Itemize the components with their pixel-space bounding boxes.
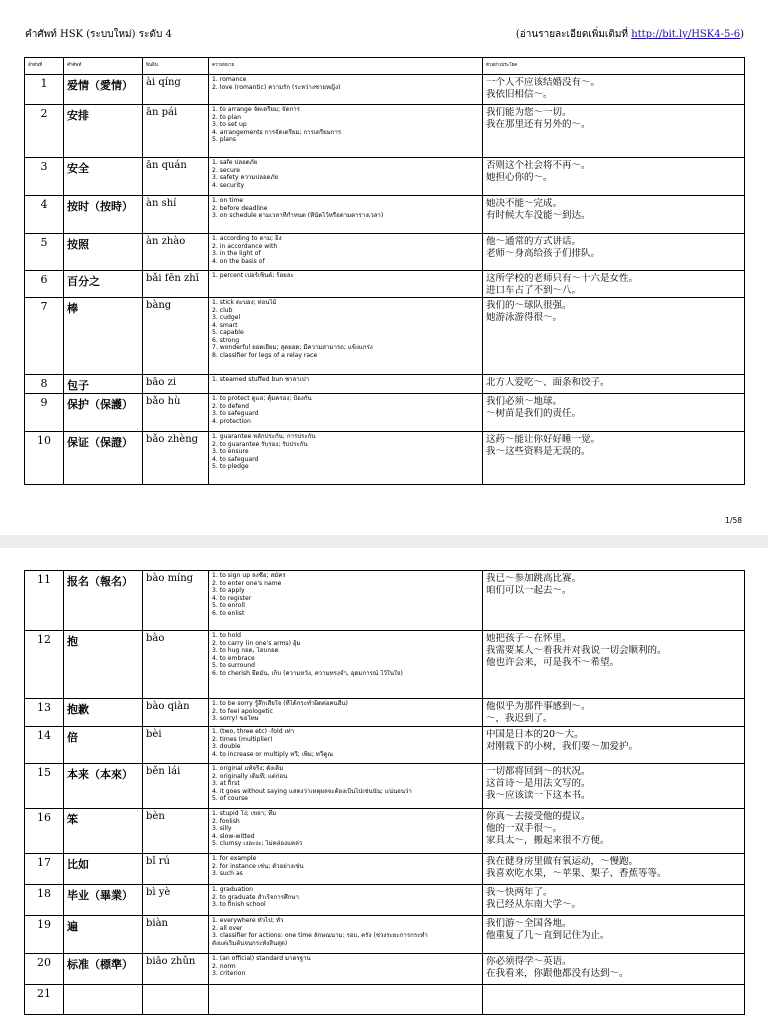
- entry-examples: [483, 854, 745, 885]
- entry-pinyin: bǎi fēn zhī: [143, 271, 209, 298]
- more-info-close: ): [740, 29, 744, 40]
- meaning-line: 6. to enlist: [212, 609, 245, 617]
- meaning-line: 1. for example: [212, 855, 257, 862]
- meaning-line: 3. such as: [212, 870, 243, 877]
- more-info-note: [516, 27, 744, 42]
- entry-meanings: [209, 158, 483, 196]
- meaning-line: 5. to surround: [212, 662, 255, 669]
- meaning-line: 2. originally เดิมที; แต่ก่อน: [212, 772, 288, 780]
- entry-number: 20: [25, 954, 64, 985]
- entry-word: 报名（報名）: [64, 571, 143, 631]
- entry-meanings: [209, 394, 483, 432]
- example-sentence: 他似乎为那件事感到～。: [486, 701, 591, 712]
- meaning-line: 2. to feel apologetic: [212, 707, 273, 715]
- meaning-line: 1. stupid โง่; เขลา; ทึ่ม: [212, 810, 277, 817]
- entry-pinyin: bào: [143, 631, 209, 699]
- entry-pinyin: běn lái: [143, 764, 209, 809]
- meaning-line: 5. to pledge: [212, 463, 249, 470]
- entry-examples: [483, 271, 745, 298]
- entry-number: 9: [25, 394, 64, 432]
- example-sentence: 我需要某人～着我并对我说一切会顺利的。: [486, 645, 667, 656]
- entry-meanings: [209, 432, 483, 485]
- entry-examples: [483, 75, 745, 105]
- entry-examples: [483, 432, 745, 485]
- vocab-row: [25, 375, 745, 394]
- entry-meanings: [209, 196, 483, 234]
- page-separator: [0, 535, 768, 548]
- page-number: 1/58: [725, 516, 742, 525]
- entry-pinyin: bèi: [143, 727, 209, 764]
- entry-word: 遍: [64, 916, 143, 954]
- vocab-row: [25, 985, 745, 1015]
- meaning-line: 1. safe ปลอดภัย: [212, 159, 258, 166]
- example-sentence: 我喜欢吃水果，～苹果、梨子、香蕉等等。: [486, 868, 667, 879]
- col-header-pinyin: พินอิน: [143, 58, 209, 75]
- vocab-row: [25, 158, 745, 196]
- entry-examples: [483, 196, 745, 234]
- meaning-line: 3. classifier for actions: one time ลักษณนาม: รอบ, ครั้ง (ช่วงระยะการกระทำ: [212, 932, 428, 939]
- meaning-line: 2. to guarantee รับรอง; รับประกัน: [212, 440, 308, 448]
- entry-meanings: [209, 271, 483, 298]
- entry-examples: [483, 809, 745, 854]
- example-sentence: 一个人不应该结婚没有～。: [486, 77, 601, 88]
- meaning-line: 4. it goes without saying แสดงว่าเหตุผลจะต้องเป็นไปเช่นนั้น; แน่นอนว่า: [212, 787, 412, 795]
- example-sentence: 中国是日本的20～大。: [486, 729, 584, 740]
- entry-examples: [483, 954, 745, 985]
- meaning-line: 1. (two, three etc) -fold เท่า: [212, 728, 295, 735]
- entry-word: 笨: [64, 809, 143, 854]
- vocab-row: [25, 916, 745, 954]
- meaning-line: 1. to sign up ลงชื่อ; สมัคร: [212, 572, 286, 579]
- meaning-line: 1. everywhere ทั่วไป; ทั่ว: [212, 917, 284, 924]
- entry-word: 抱歉: [64, 699, 143, 727]
- meaning-line: 2. in accordance with: [212, 242, 278, 250]
- more-info-link[interactable]: http://bit.ly/HSK4-5-6: [631, 29, 741, 40]
- entry-word: 保护（保護）: [64, 394, 143, 432]
- col-header-no: ลำดับที่: [25, 58, 64, 75]
- entry-pinyin: bì yè: [143, 885, 209, 916]
- example-sentence: 你必须得学～英语。: [486, 956, 572, 967]
- entry-number: 2: [25, 105, 64, 158]
- entry-meanings: [209, 954, 483, 985]
- meaning-line: ตั้งแต่เริ่มต้นจนกระทั่งสิ้นสุด): [212, 939, 288, 947]
- example-sentence: 我依旧相信～。: [486, 89, 553, 100]
- example-sentence: 我～快两年了。: [486, 887, 553, 898]
- example-sentence: 我～这些资料是无误的。: [486, 446, 591, 457]
- example-sentence: 否则这个社会将不再～。: [486, 160, 591, 171]
- example-sentence: ～树苗是我们的责任。: [486, 408, 582, 419]
- example-sentence: 你真～去接受他的提议。: [486, 811, 591, 822]
- pdf-page-2: [0, 548, 768, 1024]
- entry-pinyin: bāo zi: [143, 375, 209, 394]
- meaning-line: 6. strong: [212, 336, 240, 344]
- meaning-line: 1. guarantee หลักประกัน; การประกัน: [212, 433, 316, 440]
- entry-pinyin: bàng: [143, 298, 209, 375]
- meaning-line: 3. to ensure: [212, 448, 249, 455]
- vocab-row: [25, 764, 745, 809]
- vocab-row: [25, 727, 745, 764]
- entry-word: 棒: [64, 298, 143, 375]
- entry-word: 按照: [64, 234, 143, 271]
- entry-meanings: [209, 298, 483, 375]
- example-sentence: 他重复了几～直到记住为止。: [486, 930, 610, 941]
- vocab-row: [25, 75, 745, 105]
- col-header-word: คำศัพท์: [64, 58, 143, 75]
- meaning-line: 2. to plan: [212, 113, 241, 121]
- meaning-line: 2. times (multiplier): [212, 735, 273, 743]
- meaning-line: 2. foolish: [212, 817, 240, 825]
- meaning-line: 3. cudgel: [212, 314, 241, 321]
- entry-pinyin: bǎo hù: [143, 394, 209, 432]
- example-sentence: 我们必须～地球。: [486, 396, 563, 407]
- meaning-line: 1. original แท้จริง; ดั้งเดิม: [212, 765, 284, 772]
- example-sentence: 家具太～，搬起来很不方便。: [486, 835, 610, 846]
- meaning-line: 3. to set up: [212, 121, 247, 128]
- example-sentence: 我们的～球队很强。: [486, 300, 572, 311]
- more-info-text: (อ่านรายละเอียดเพิ่มเติมที่: [515, 29, 632, 40]
- example-sentence: 他的一双手很～。: [486, 823, 563, 834]
- example-sentence: ～，我迟到了。: [486, 713, 553, 724]
- entry-number: 5: [25, 234, 64, 271]
- entry-word: 安排: [64, 105, 143, 158]
- meaning-line: 2. norm: [212, 962, 236, 970]
- meaning-line: 3. to apply: [212, 587, 245, 594]
- vocab-row: [25, 699, 745, 727]
- entry-pinyin: ài qíng: [143, 75, 209, 105]
- meaning-line: 4. arrangements การจัดเตรียม; การเตรียมการ: [212, 128, 342, 136]
- meaning-line: 4. to safeguard: [212, 455, 259, 463]
- meaning-line: 1. to protect ดูแล; คุ้มครอง; ป้องกัน: [212, 395, 312, 402]
- entry-meanings: [209, 916, 483, 954]
- example-sentence: 一切都将回到～的状况。: [486, 766, 591, 777]
- entry-examples: [483, 631, 745, 699]
- meaning-line: 1. on time: [212, 197, 244, 204]
- entry-meanings: [209, 885, 483, 916]
- example-sentence: 这药～能让你好好睡一觉。: [486, 434, 601, 445]
- entry-word: 抱: [64, 631, 143, 699]
- example-sentence: 我在那里还有另外的～。: [486, 119, 591, 130]
- entry-number: 10: [25, 432, 64, 485]
- example-sentence: 他也许会来，可是我不～希望。: [486, 657, 620, 668]
- entry-word: 倍: [64, 727, 143, 764]
- entry-number: 13: [25, 699, 64, 727]
- entry-examples: [483, 375, 745, 394]
- entry-pinyin: àn zhào: [143, 234, 209, 271]
- entry-examples: [483, 571, 745, 631]
- entry-number: 15: [25, 764, 64, 809]
- entry-meanings: [209, 854, 483, 885]
- entry-word: 按时（按時）: [64, 196, 143, 234]
- column-header-row: [25, 58, 745, 75]
- example-sentence: 我们能为您～一切。: [486, 107, 572, 118]
- meaning-line: 1. to arrange จัดเตรียม; จัดการ: [212, 106, 300, 113]
- entry-examples: [483, 234, 745, 271]
- vocab-row: [25, 854, 745, 885]
- example-sentence: 他～通常的方式讲话。: [486, 236, 582, 247]
- meaning-line: 3. to hug กอด, โอบกอด: [212, 647, 279, 654]
- entry-word: 百分之: [64, 271, 143, 298]
- vocab-row: [25, 298, 745, 375]
- entry-number: 19: [25, 916, 64, 954]
- example-sentence: 有时候大车没能～到达。: [486, 210, 591, 221]
- entry-meanings: [209, 75, 483, 105]
- meaning-line: 4. to increase or multiply ทวี; เพิ่ม; ทวีคูณ: [212, 750, 333, 758]
- meaning-line: 6. to cherish ยึดมั่น, เก็บ (ความหวัง, ความทรงจำ, อุดมการณ์ ไว้ในใจ): [212, 669, 403, 677]
- meaning-line: 2. to defend: [212, 402, 250, 410]
- entry-word: 毕业（畢業）: [64, 885, 143, 916]
- meaning-line: 4. to register: [212, 594, 252, 602]
- meaning-line: 4. smart: [212, 321, 238, 329]
- meaning-line: 3. in the light of: [212, 250, 261, 257]
- entry-number: 14: [25, 727, 64, 764]
- meaning-line: 4. security: [212, 181, 245, 189]
- meaning-line: 7. wonderful ยอดเยี่ยม; สุดยอด; มีความสามารถ; แข็งแกร่ง: [212, 344, 373, 351]
- entry-pinyin: biàn: [143, 916, 209, 954]
- example-sentence: 北方人爱吃～、面条和饺子。: [486, 377, 610, 388]
- entry-word: 爱情（愛情）: [64, 75, 143, 105]
- entry-number: 11: [25, 571, 64, 631]
- entry-examples: [483, 916, 745, 954]
- entry-pinyin: bào qiàn: [143, 699, 209, 727]
- vocab-row: [25, 954, 745, 985]
- entry-examples: [483, 394, 745, 432]
- vocab-row: [25, 234, 745, 271]
- example-sentence: 她决不能～完成。: [486, 198, 563, 209]
- meaning-line: 2. before deadline: [212, 204, 268, 212]
- entry-word: 包子: [64, 375, 143, 394]
- vocab-row: [25, 394, 745, 432]
- entry-number: 21: [25, 985, 64, 1015]
- meaning-line: 3. sorry! ขอโทษ: [212, 715, 259, 722]
- example-sentence: 老师～身高给孩子们排队。: [486, 248, 601, 259]
- meaning-line: 4. slow-witted: [212, 832, 255, 840]
- vocab-row: [25, 809, 745, 854]
- meaning-line: 3. at first: [212, 780, 240, 787]
- entry-word: 本来（本來）: [64, 764, 143, 809]
- vocab-row: [25, 631, 745, 699]
- example-sentence: 这首诗～是用法文写的。: [486, 778, 591, 789]
- entry-number: 16: [25, 809, 64, 854]
- vocab-row: [25, 271, 745, 298]
- entry-meanings: [209, 105, 483, 158]
- meaning-line: 5. clumsy เงอะงะ; ไม่คล่องแคล่ว: [212, 840, 303, 847]
- entry-pinyin: biāo zhǔn: [143, 954, 209, 985]
- meaning-line: 2. secure: [212, 166, 241, 174]
- entry-number: 4: [25, 196, 64, 234]
- meaning-line: 3. to finish school: [212, 901, 266, 908]
- entry-meanings: [209, 727, 483, 764]
- vocab-row: [25, 571, 745, 631]
- entry-number: 3: [25, 158, 64, 196]
- entry-meanings: [209, 631, 483, 699]
- entry-number: 8: [25, 375, 64, 394]
- meaning-line: 1. (an official) standard มาตรฐาน: [212, 955, 311, 962]
- entry-number: 1: [25, 75, 64, 105]
- vocab-row: [25, 885, 745, 916]
- entry-pinyin: bǐ rú: [143, 854, 209, 885]
- meaning-line: 4. on the basis of: [212, 257, 265, 265]
- entry-number: 6: [25, 271, 64, 298]
- entry-examples: [483, 885, 745, 916]
- entry-examples: [483, 699, 745, 727]
- entry-pinyin: bǎo zhèng: [143, 432, 209, 485]
- entry-pinyin: bèn: [143, 809, 209, 854]
- meaning-line: 5. to enroll: [212, 602, 245, 609]
- example-sentence: 我已～参加跳高比赛。: [486, 573, 582, 584]
- meaning-line: 1. to hold: [212, 632, 241, 639]
- entry-pinyin: àn shí: [143, 196, 209, 234]
- vocab-row: [25, 196, 745, 234]
- meaning-line: 2. to graduate สำเร็จการศึกษา: [212, 893, 299, 901]
- meaning-line: 1. percent เปอร์เซ็นต์; ร้อยละ: [212, 272, 294, 279]
- meaning-line: 1. according to ตาม; อิง: [212, 235, 282, 242]
- entry-word: 比如: [64, 854, 143, 885]
- example-sentence: 我～应该读一下这本书。: [486, 790, 591, 801]
- entry-word: 保证（保證）: [64, 432, 143, 485]
- example-sentence: 她担心你的～。: [486, 172, 553, 183]
- meaning-line: 2. love (romantic) ความรัก (ระหว่างชายหญิง): [212, 83, 341, 91]
- entry-meanings: [209, 699, 483, 727]
- meaning-line: 8. classifier for legs of a relay race: [212, 351, 318, 359]
- meaning-line: 5. plans: [212, 136, 237, 143]
- col-header-example: ตัวอย่างประโยค: [483, 58, 745, 75]
- meaning-line: 3. safety ความปลอดภัย: [212, 174, 279, 181]
- entry-examples: [483, 985, 745, 1015]
- meaning-line: 1. stick ตะบอง; ท่อนไม้: [212, 299, 277, 306]
- meaning-line: 5. of course: [212, 795, 248, 802]
- meaning-line: 1. steamed stuffed bun ซาลาเปา: [212, 376, 310, 383]
- entry-meanings: [209, 375, 483, 394]
- example-sentence: 咱们可以一起去～。: [486, 585, 572, 596]
- meaning-line: 3. to safeguard: [212, 410, 259, 417]
- meaning-line: 4. to embrace: [212, 654, 255, 662]
- example-sentence: 我们游～全国各地。: [486, 918, 572, 929]
- example-sentence: 在我看来，你跟他都没有达到～。: [486, 968, 629, 979]
- entry-examples: [483, 158, 745, 196]
- meaning-line: 2. club: [212, 306, 233, 314]
- entry-number: 12: [25, 631, 64, 699]
- meaning-line: 2. to carry (in one's arms) อุ้ม: [212, 639, 301, 647]
- example-sentence: 这所学校的老师只有～十六是女性。: [486, 273, 639, 284]
- entry-examples: [483, 764, 745, 809]
- vocab-row: [25, 432, 745, 485]
- entry-number: 7: [25, 298, 64, 375]
- entry-pinyin: ān pái: [143, 105, 209, 158]
- entry-examples: [483, 727, 745, 764]
- example-sentence: 她游泳游得很～。: [486, 312, 563, 323]
- entry-number: 18: [25, 885, 64, 916]
- meaning-line: 4. protection: [212, 417, 251, 425]
- vocab-row: [25, 105, 745, 158]
- meaning-line: 3. on schedule ตามเวลาที่กำหนด (ที่นัดไว้หรือตามตารางเวลา): [212, 212, 384, 219]
- entry-meanings: [209, 985, 483, 1015]
- entry-examples: [483, 105, 745, 158]
- meaning-line: 3. silly: [212, 825, 232, 832]
- entry-word: 标准（標準）: [64, 954, 143, 985]
- document-title: คำศัพท์ HSK (ระบบใหม่) ระดับ 4: [25, 29, 172, 40]
- meaning-line: 3. criterion: [212, 970, 246, 977]
- entry-pinyin: [143, 985, 209, 1015]
- entry-meanings: [209, 571, 483, 631]
- entry-examples: [483, 298, 745, 375]
- example-sentence: 对刚栽下的小树，我们要～加爱护。: [486, 741, 639, 752]
- entry-word: 安全: [64, 158, 143, 196]
- meaning-line: 2. to enter one's name: [212, 579, 282, 587]
- entry-pinyin: ān quán: [143, 158, 209, 196]
- entry-meanings: [209, 234, 483, 271]
- example-sentence: 我已经从东南大学～。: [486, 899, 582, 910]
- meaning-line: 2. all over: [212, 924, 243, 932]
- entry-meanings: [209, 764, 483, 809]
- entry-pinyin: bào míng: [143, 571, 209, 631]
- entry-meanings: [209, 809, 483, 854]
- meaning-line: 1. to be sorry รู้สึกเสียใจ (ที่ได้กระทำผิดต่อคนอื่น): [212, 700, 348, 707]
- meaning-line: 2. for instance เช่น; ตัวอย่างเช่น: [212, 862, 304, 870]
- meaning-line: 3. double: [212, 743, 241, 750]
- meaning-line: 5. capable: [212, 329, 244, 336]
- example-sentence: 我在健身房里做有氧运动，～慢跑。: [486, 856, 639, 867]
- col-header-meaning: ความหมาย: [209, 58, 483, 75]
- vocab-table-page-1: [24, 57, 745, 485]
- vocab-table-page-2: [24, 570, 745, 1015]
- meaning-line: 1. graduation: [212, 886, 253, 893]
- example-sentence: 她把孩子～在怀里。: [486, 633, 572, 644]
- entry-number: 17: [25, 854, 64, 885]
- example-sentence: 进口车占了不到～八。: [486, 285, 582, 296]
- meaning-line: 1. romance: [212, 76, 247, 83]
- entry-word: [64, 985, 143, 1015]
